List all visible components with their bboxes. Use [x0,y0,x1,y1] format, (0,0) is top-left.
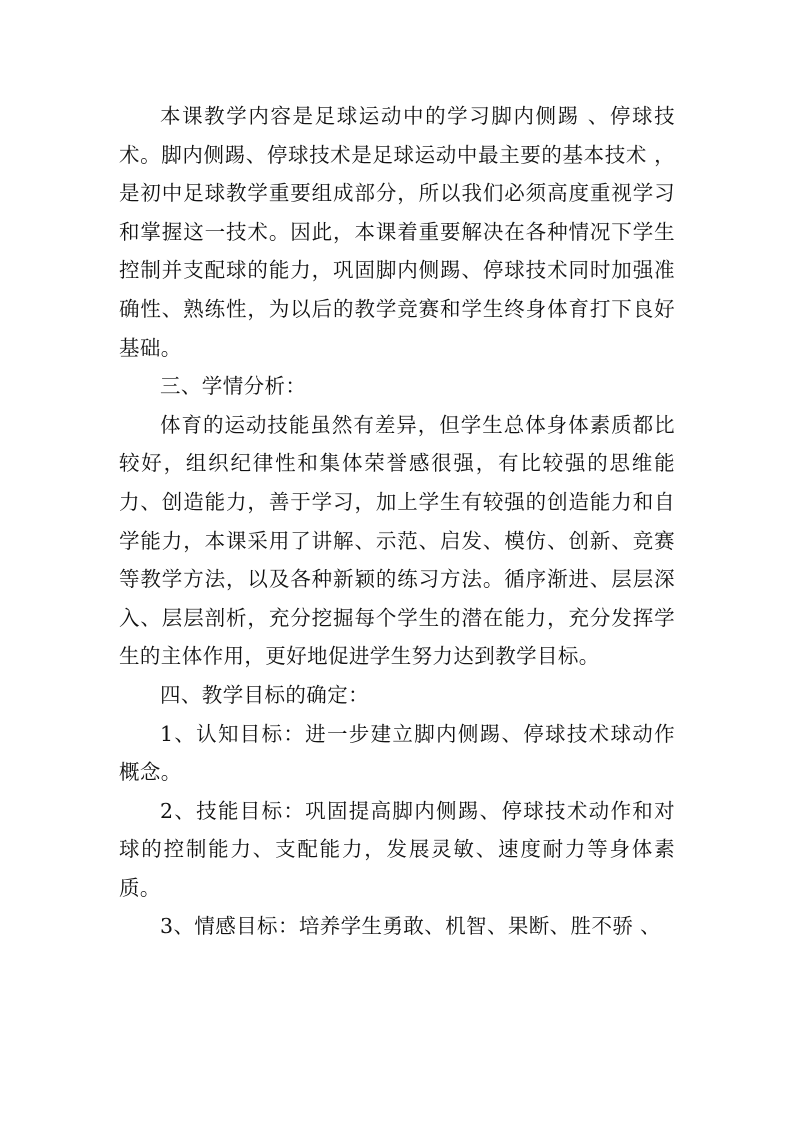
paragraph-learning-analysis: 体育的运动技能虽然有差异，但学生总体身体素质都比较好，组织纪律性和集体荣誉感很强，有比较强的思维能力、创造能力，善于学习，加上学生有较强的创造能力和自学能力，本课采用了讲解、示范、启发、模仿、创新、竞赛等教学方法，以及各种新颖的练习方法。循序渐进、层层深入、层层剖析，充分挖掘每个学生的潜在能力，充分发挥学生的主体作用，更好地促进学生努力达到教学目标。 [119,412,675,669]
heading-teaching-objectives: 四、教学目标的确定： [160,682,369,707]
paragraph-course-content: 本课教学内容是足球运动中的学习脚内侧踢 、停球技术。脚内侧踢、停球技术是足球运动中最主要的基本技术 ，是初中足球教学重要组成部分，所以我们必须高度重视学习和掌握这一技术。因此，本课着重要解决在各种情况下学生控制并支配球的能力，巩固脚内侧踢、停球技术同时加强准确性、熟练性，为以后的教学竞赛和学生终身体育打下良好基础。 [119,104,675,360]
paragraph-emotional-objective: 3、情感目标：培养学生勇敢、机智、果断、胜不骄 、 [160,914,662,939]
paragraph-skill-objective: 2、技能目标：巩固提高脚内侧踢、停球技术动作和对球的控制能力、支配能力，发展灵敏、速度耐力等身体素质。 [119,798,675,900]
document-body [119,97,675,946]
paragraph-cognitive-objective: 1、认知目标：进一步建立脚内侧踢、停球技术球动作概念。 [119,721,675,785]
heading-learning-analysis: 三、学情分析： [160,374,307,399]
